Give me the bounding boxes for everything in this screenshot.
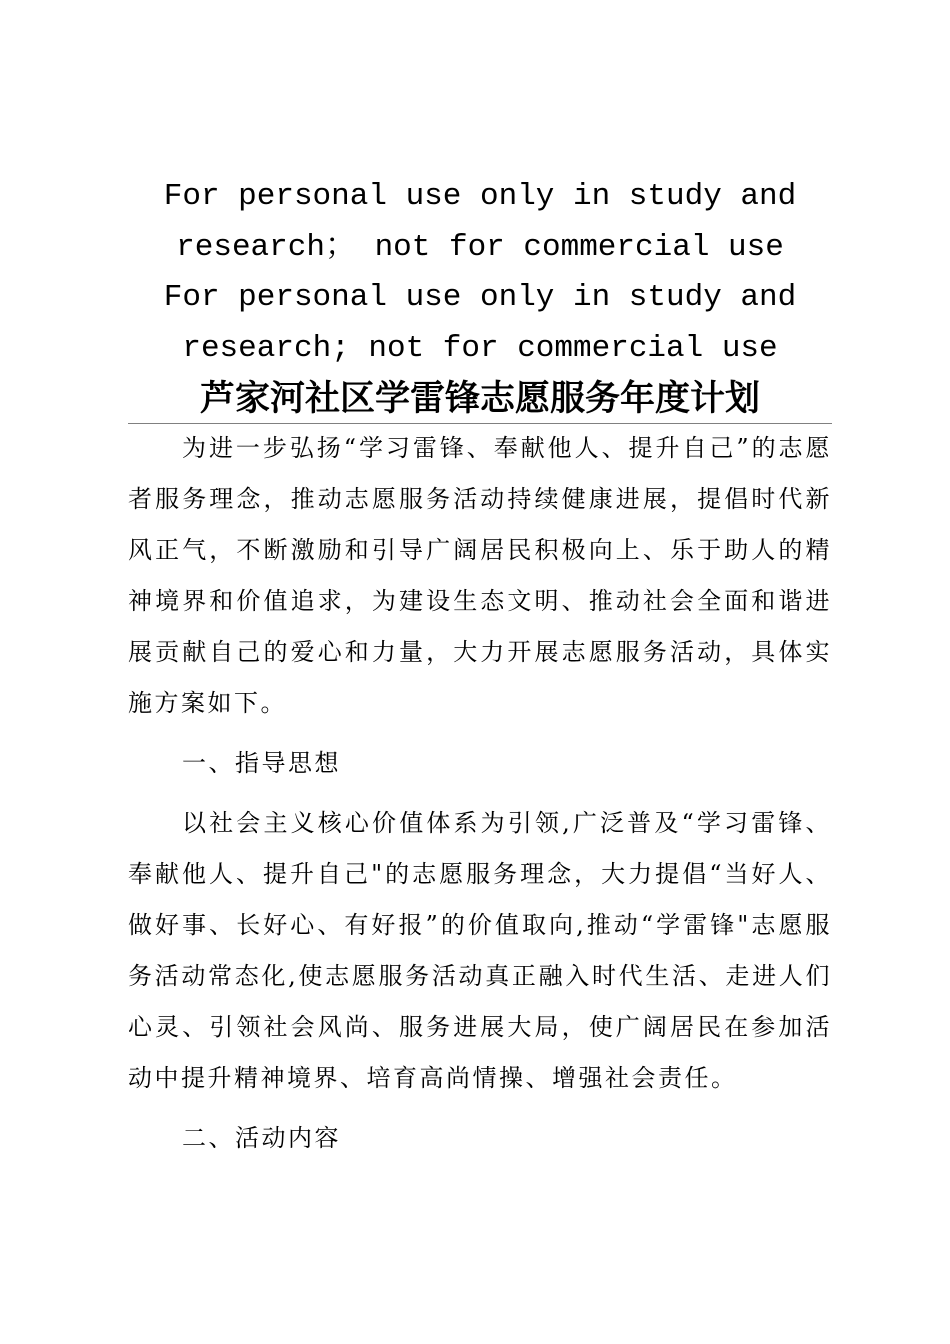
document-title: 芦家河社区学雷锋志愿服务年度计划 [199,379,760,419]
document-body [128,423,832,1173]
intro-paragraph: 为进一步弘扬“学习雷锋、奉献他人、提升自己”的志愿者服务理念，推动志愿服务活动持续健康进展，提倡时代新风正气，不断激励和引导广阔居民积极向上、乐于助人的精神境界和价值追求，为建设生态文明、推动社会全面和谐进展贡献自己的爱心和力量，大力开展志愿服务活动，具体实施方案如下。 [128,434,832,717]
notice-line-1: For personal use only in study and [163,179,797,214]
notice-line-4: research; not for commercial use [182,330,778,366]
section-heading-guiding-ideology: 一、指导思想 [182,749,341,777]
guiding-ideology-paragraph: 以社会主义核心价值体系为引领,广泛普及“学习雷锋、奉献他人、提升自己"的志愿服务理念，大力提倡“当好人、做好事、长好心、有好报”的价值取向,推动“学雷锋"志愿服务活动常态化,使志愿服务活动真正融入时代生活、走进人们心灵、引领社会风尚、服务进展大局，使广阔居民在参加活动中提升精神境界、培育高尚情操、增强社会责任。 [128,809,832,1092]
section-heading-activity-content: 二、活动内容 [182,1124,341,1152]
notice-line-2: research； not for commercial use [176,229,784,265]
notice-header [110,172,850,424]
notice-line-3: For personal use only in study and [163,280,797,315]
